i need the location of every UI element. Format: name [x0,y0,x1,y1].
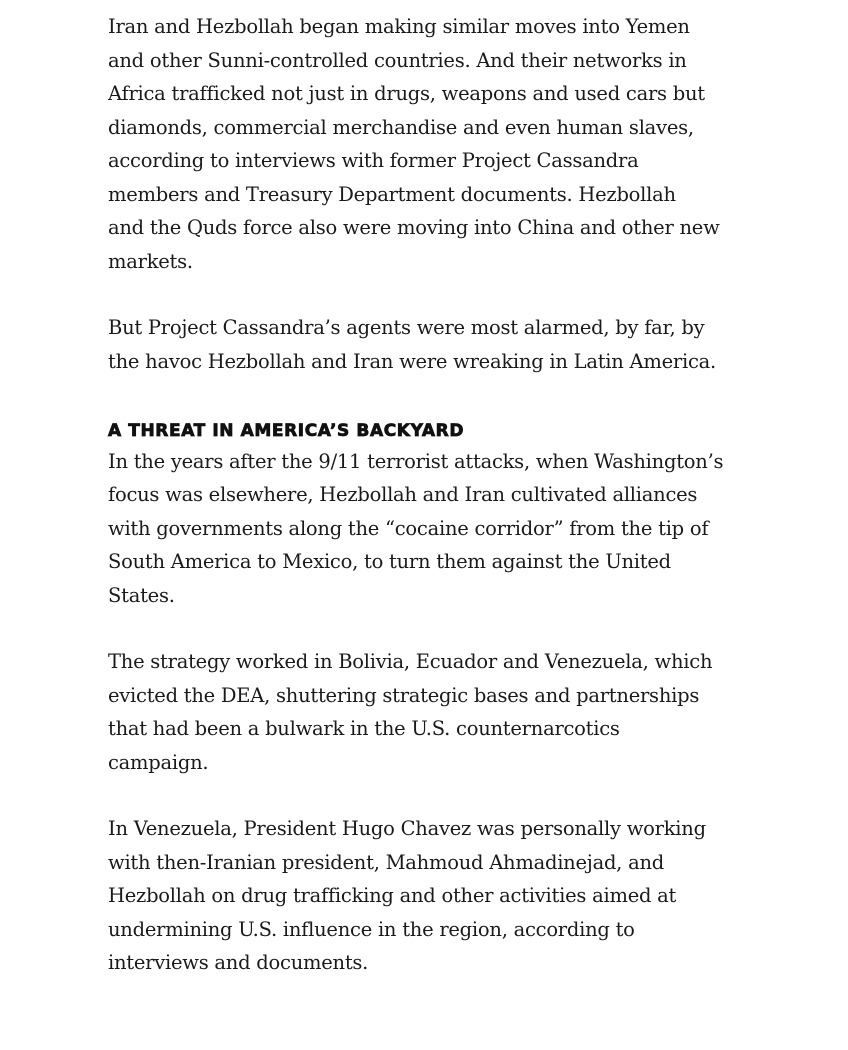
paragraph-spacer [108,378,708,411]
text-line: evicted the DEA, shuttering strategic bases and partnerships [108,683,700,707]
text-line: undermining U.S. influence in the region, according to [108,917,635,941]
paragraph-spacer [108,779,708,812]
paragraph-latin-america-alarm [108,311,716,378]
paragraph-yemen-africa [108,10,720,278]
text-line: In the years after the 9/11 terrorist attacks, when Washington’s [108,449,724,473]
text-line: South America to Mexico, to turn them against the United [108,550,671,573]
text-line: But Project Cassandra’s agents were most alarmed, by far, by [108,316,705,339]
paragraph-spacer [108,278,708,311]
text-line: and the Quds force also were moving into China and other new [108,216,720,239]
paragraph-strategy [108,645,713,779]
text-line: with then-Iranian president, Mahmoud Ahmadinejad, and [108,850,665,874]
text-line: States. [108,583,175,607]
text-line: Iran and Hezbollah began making similar moves into Yemen [108,15,690,38]
paragraph-spacer [108,612,708,645]
text-line: members and Treasury Department documents. Hezbollah [108,182,676,206]
text-line: interviews and documents. [108,951,369,974]
text-line: according to interviews with former Project Cassandra [108,149,639,172]
paragraph-venezuela [108,812,708,980]
text-line: diamonds, commercial merchandise and even human slaves, [108,115,694,139]
text-line: Hezbollah on drug trafficking and other activities aimed at [108,884,677,907]
text-line: focus was elsewhere, Hezbollah and Iran cultivated alliances [108,483,698,506]
article-body [108,10,724,980]
text-line: The strategy worked in Bolivia, Ecuador and Venezuela, which [108,650,713,673]
text-line: In Venezuela, President Hugo Chavez was personally working [108,817,706,840]
paragraph-cocaine-corridor [108,445,724,613]
text-line: the havoc Hezbollah and Iran were wreaking in Latin America. [108,349,716,373]
text-line: markets. [108,249,193,273]
text-line: Africa trafficked not just in drugs, weapons and used cars but [108,82,705,105]
text-line: campaign. [108,750,209,774]
section-heading: A THREAT IN AMERICA’S BACKYARD [108,421,465,441]
text-line: and other Sunni-controlled countries. And their networks in [108,48,687,72]
text-line: with governments along the “cocaine corridor” from the tip of [108,516,709,540]
text-line: that had been a bulwark in the U.S. counternarcotics [108,717,620,740]
